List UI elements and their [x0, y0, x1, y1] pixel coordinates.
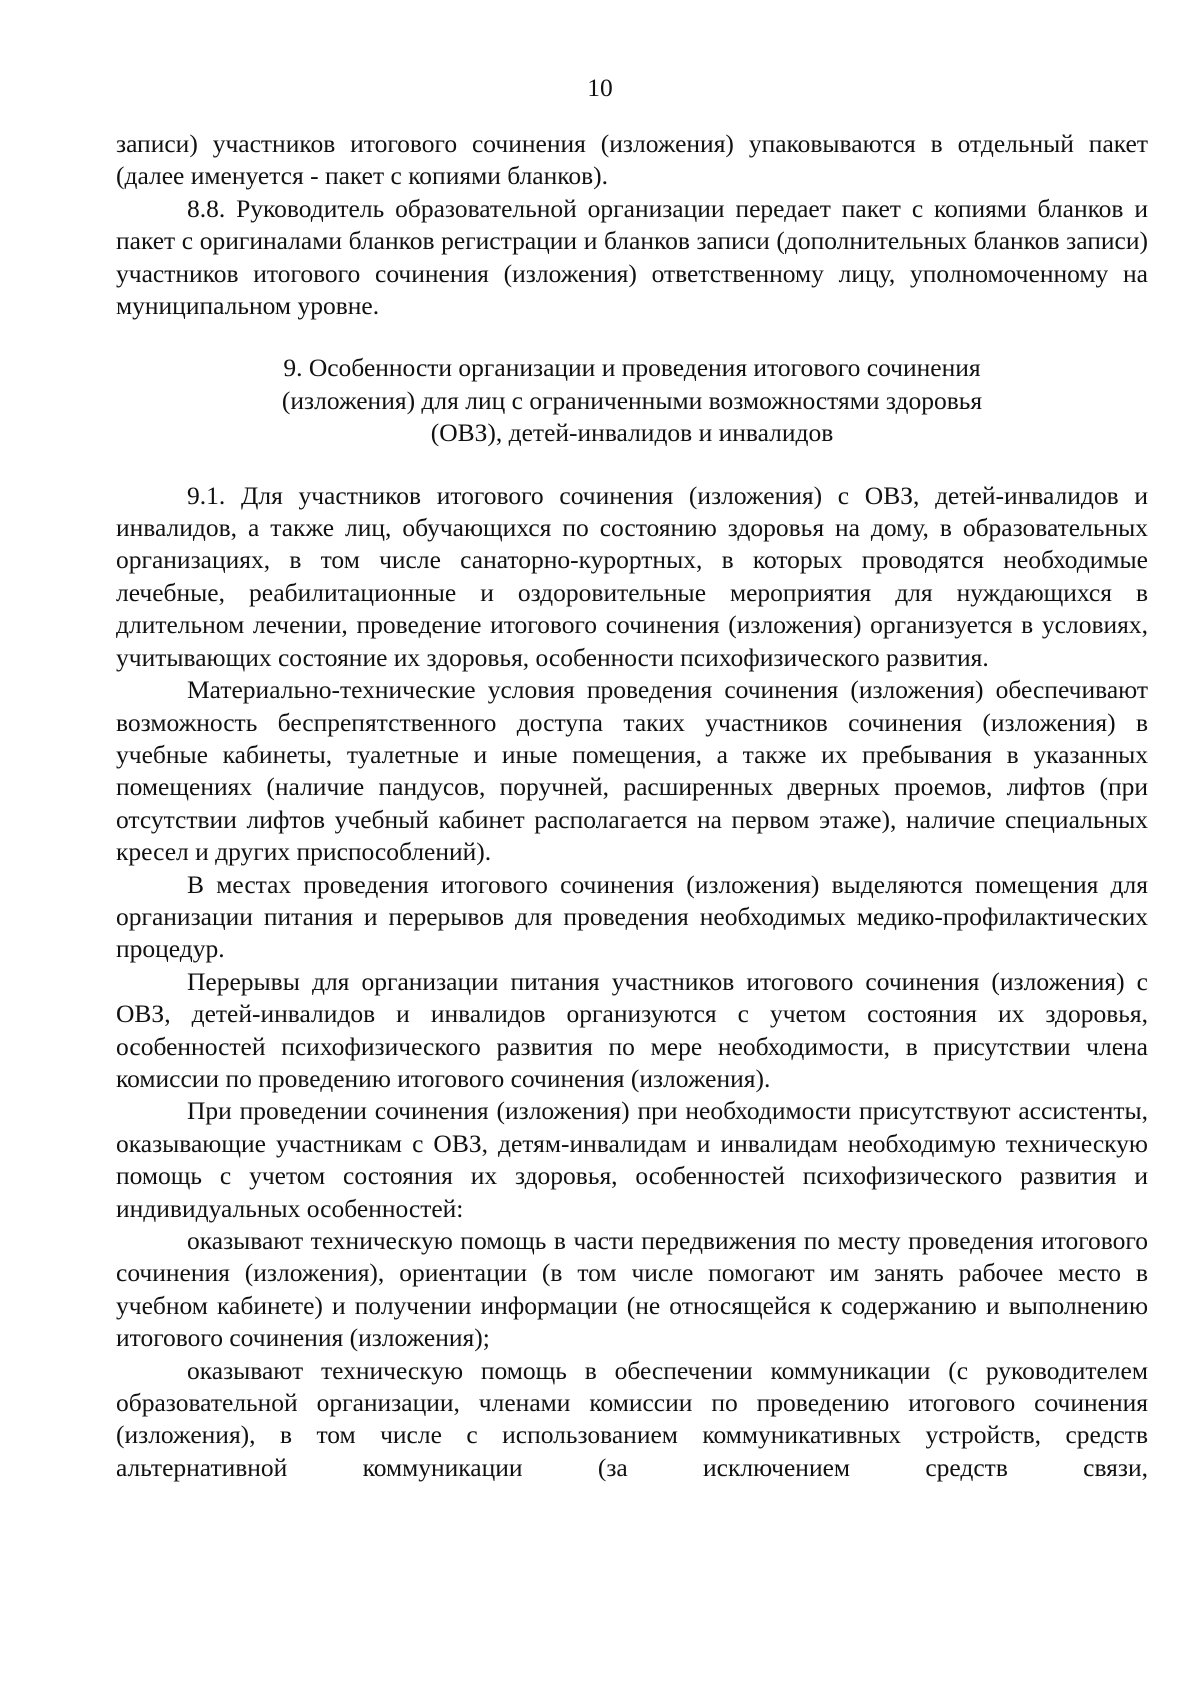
paragraph-8-8: 8.8. Руководитель образовательной организации передает пакет с копиями бланков и пакет с оригиналами бланков регистрации и бланков записи (дополнительных бланков записи) участников итогового сочинения (изложения) ответственному лицу, уполномоченному на муниципальном уровне.	[116, 193, 1148, 321]
section-heading-line-1: 9. Особенности организации и проведения итогового сочинения	[283, 353, 981, 383]
paragraph-communication-help: оказывают техническую помощь в обеспечении коммуникации (с руководителем образовательной организации, членами комиссии по проведению итогового сочинения (изложения), в том числе с использованием коммуникативных устройств, средств альтернативной коммуникации (за исключением средств связи,	[116, 1355, 1148, 1482]
document-body	[116, 128, 1148, 1484]
section-heading-line-3: (ОВЗ), детей-инвалидов и инвалидов	[430, 418, 834, 448]
paragraph-breaks: Перерывы для организации питания участников итогового сочинения (изложения) с ОВЗ, детей-инвалидов и инвалидов организуются с учетом состояния их здоровья, особенностей психофизического развития по мере необходимости, в присутствии члена комиссии по проведению итогового сочинения (изложения).	[116, 966, 1148, 1093]
paragraph-continuation: записи) участников итогового сочинения (изложения) упаковываются в отдельный пакет (далее именуется - пакет с копиями бланков).	[116, 129, 1148, 191]
section-heading	[116, 352, 1148, 449]
paragraph-assistants: При проведении сочинения (изложения) при необходимости присутствуют ассистенты, оказывающие участникам с ОВЗ, детям-инвалидам и инвалидам необходимую техническую помощь с учетом состояния их здоровья, особенностей психофизического развития и индивидуальных особенностей:	[116, 1096, 1148, 1223]
section-heading-line-2: (изложения) для лиц с ограниченными возможностями здоровья	[281, 385, 983, 415]
paragraph-movement-help: оказывают техническую помощь в части передвижения по месту проведения итогового сочинения (изложения), ориентации (в том числе помогают им занять рабочее место в учебном кабинете) и получении информации (не относящейся к содержанию и выполнению итогового сочинения (изложения);	[116, 1226, 1148, 1353]
paragraph-9-1: 9.1. Для участников итогового сочинения (изложения) с ОВЗ, детей-инвалидов и инвалидов, а также лиц, обучающихся по состоянию здоровья на дому, в образовательных организациях, в том числе санаторно-курортных, в которых проводятся необходимые лечебные, реабилитационные и оздоровительные мероприятия для нуждающихся в длительном лечении, проведение итогового сочинения (изложения) организуется в условиях, учитывающих состояние их здоровья, особенности психофизического развития.	[116, 480, 1148, 672]
paragraph-rooms: В местах проведения итогового сочинения (изложения) выделяются помещения для организации питания и перерывов для проведения необходимых медико-профилактических процедур.	[116, 869, 1148, 964]
paragraph-material-conditions: Материально-технические условия проведения сочинения (изложения) обеспечивают возможность беспрепятственного доступа таких участников сочинения (изложения) в учебные кабинеты, туалетные и иные помещения, а также их пребывания в указанных помещениях (наличие пандусов, поручней, расширенных дверных проемов, лифтов (при отсутствии лифтов учебный кабинет располагается на первом этаже), наличие специальных кресел и других приспособлений).	[116, 675, 1148, 867]
page-number: 10	[587, 73, 613, 102]
